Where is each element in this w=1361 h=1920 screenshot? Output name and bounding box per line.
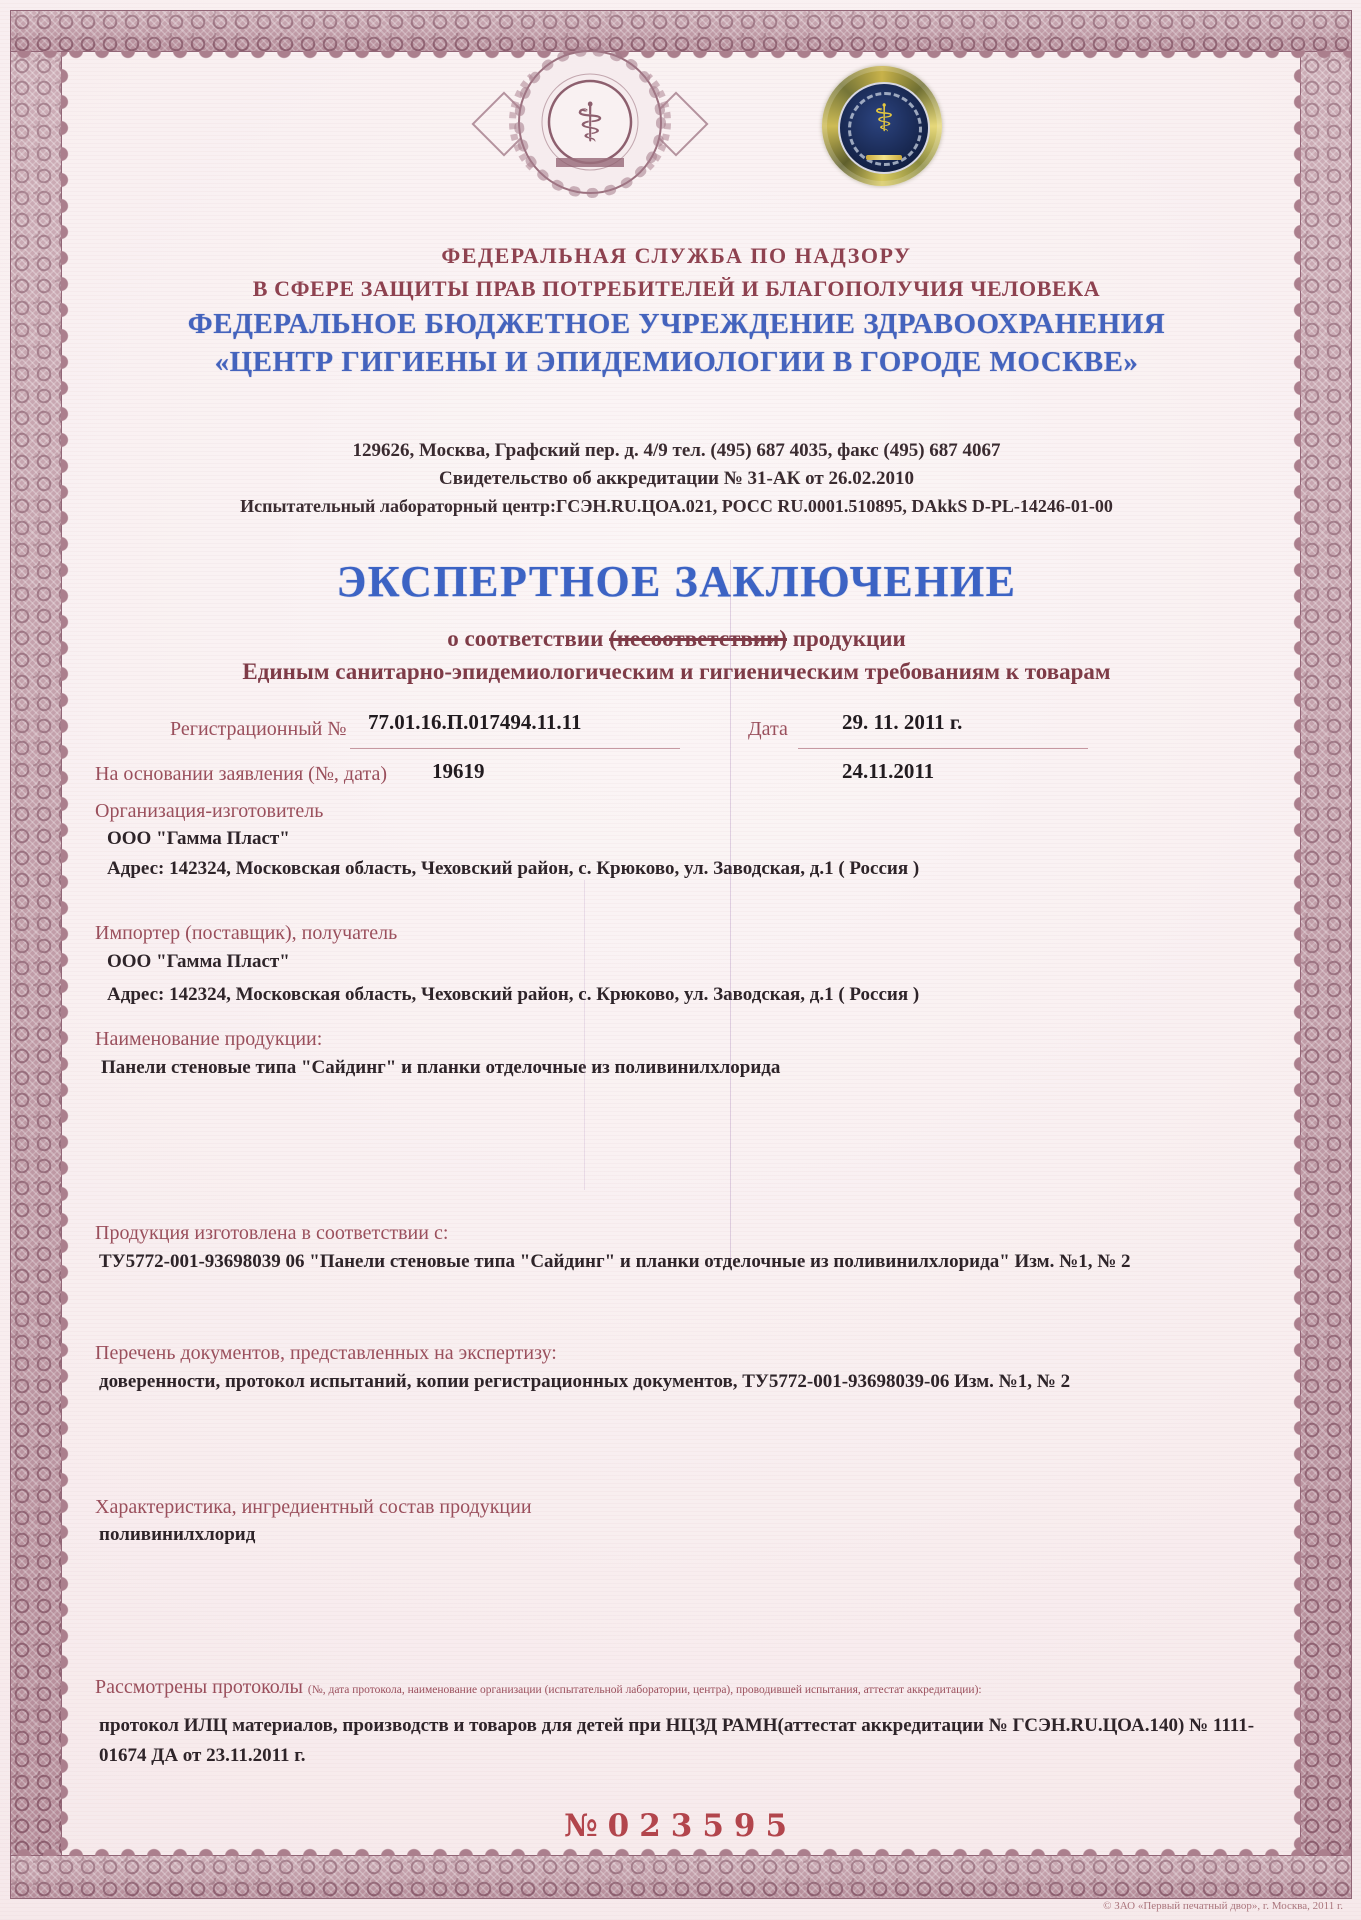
importer-label: Импортер (поставщик), получатель xyxy=(95,922,398,944)
registration-number-value: 77.01.16.П.017494.11.11 xyxy=(368,710,582,734)
registration-number-label: Регистрационный № xyxy=(170,718,347,740)
manufacturer-name: ООО "Гамма Пласт" xyxy=(107,828,290,849)
characteristics-value: поливинилхлорид xyxy=(99,1524,256,1545)
protocols-label: Рассмотрены протоколы xyxy=(95,1676,308,1698)
subtitle-struck-text: (несоответствии) xyxy=(609,626,787,651)
manufacturer-label: Организация-изготовитель xyxy=(95,800,324,822)
subtitle-post: продукции xyxy=(786,626,906,651)
product-name-label: Наименование продукции: xyxy=(95,1028,323,1050)
accreditation-certificate: Свидетельство об аккредитации № 31-АК от 26.02.2010 xyxy=(439,468,914,489)
serial-number: №023595 xyxy=(563,1808,798,1844)
hygieia-seal-icon xyxy=(468,46,712,198)
documents-list-label: Перечень документов, представленных на экспертизу: xyxy=(95,1342,557,1364)
hologram-seal-banner xyxy=(866,155,902,160)
caduceus-icon: ⚕ xyxy=(873,98,895,140)
manufacturer-address: Адрес: 142324, Московская область, Чеховский район, с. Крюково, ул. Заводская, д.1 ( Россия ) xyxy=(107,858,920,879)
protocols-value: протокол ИЛЦ материалов, производств и товаров для детей при НЦЗД РАМН(аттестат аккредитации № ГСЭН.RU.ЦОА.140) № 1111-01674 ДА от 23.11.2011 г. xyxy=(99,1715,1255,1767)
guilloche-border-left xyxy=(10,10,62,1899)
fold-crease xyxy=(730,560,731,1260)
document-title: ЭКСПЕРТНОЕ ЗАКЛЮЧЕНИЕ xyxy=(336,557,1017,606)
product-name-value: Панели стеновые типа "Сайдинг" и планки отделочные из поливинилхлорида xyxy=(101,1057,781,1078)
federal-service-line2: В СФЕРЕ ЗАЩИТЫ ПРАВ ПОТРЕБИТЕЛЕЙ И БЛАГОПОЛУЧИЯ ЧЕЛОВЕКА xyxy=(252,276,1101,301)
date-label: Дата xyxy=(748,718,788,740)
conformity-label: Продукция изготовлена в соответствии с: xyxy=(95,1222,449,1244)
application-date: 24.11.2011 xyxy=(842,759,935,783)
testing-lab-center: Испытательный лабораторный центр:ГСЭН.RU.ЦОА.021, РОСС RU.0001.510895, DAkkS D-PL-14246-01-00 xyxy=(240,496,1113,516)
importer-name: ООО "Гамма Пласт" xyxy=(107,951,290,972)
characteristics-label: Характеристика, ингредиентный состав продукции xyxy=(95,1496,532,1518)
svg-text:⚕: ⚕ xyxy=(575,91,605,154)
importer-address: Адрес: 142324, Московская область, Чеховский район, с. Крюково, ул. Заводская, д.1 ( Россия ) xyxy=(107,984,920,1005)
application-number: 19619 xyxy=(432,759,485,783)
subtitle-pre: о соответствии xyxy=(447,626,610,651)
protocols-label-note: (№, дата протокола, наименование организации (испытательной лаборатории, центра), проводившей испытания, аттестат аккредитации): xyxy=(307,1684,982,1696)
guilloche-border-bottom xyxy=(10,1855,1352,1899)
hologram-seal-icon xyxy=(822,66,942,186)
institution-name-line2: «ЦЕНТР ГИГИЕНЫ И ЭПИДЕМИОЛОГИИ В ГОРОДЕ МОСКВЕ» xyxy=(214,346,1139,378)
application-label: На основании заявления (№, дата) xyxy=(95,763,387,785)
date-underline xyxy=(798,748,1088,749)
conformity-value: ТУ5772-001-93698039 06 "Панели стеновые типа "Сайдинг" и планки отделочные из поливинилхлорида" Изм. №1, № 2 xyxy=(99,1251,1131,1272)
institution-address: 129626, Москва, Графский пер. д. 4/9 тел. (495) 687 4035, факс (495) 687 4067 xyxy=(352,440,1001,461)
document-subtitle xyxy=(72,626,1281,652)
hologram-seal-center xyxy=(838,82,930,174)
documents-list-value: доверенности, протокол испытаний, копии регистрационных документов, ТУ5772-001-93698039-06 Изм. №1, № 2 xyxy=(99,1371,1071,1392)
registration-underline xyxy=(350,748,680,749)
federal-service-line1: ФЕДЕРАЛЬНАЯ СЛУЖБА ПО НАДЗОРУ xyxy=(441,243,912,268)
document-subtitle2: Единым санитарно-эпидемиологическим и гигиеническим требованиям к товарам xyxy=(242,659,1111,684)
guilloche-border-right xyxy=(1300,10,1352,1899)
print-house-copyright: © ЗАО «Первый печатный двор», г. Москва, 2011 г. xyxy=(1103,1900,1343,1912)
institution-name-line1: ФЕДЕРАЛЬНОЕ БЮДЖЕТНОЕ УЧРЕЖДЕНИЕ ЗДРАВООХРАНЕНИЯ xyxy=(187,308,1166,340)
protocols-label-line xyxy=(95,1676,1281,1699)
date-value: 29. 11. 2011 г. xyxy=(842,710,963,734)
fold-crease-2 xyxy=(584,880,585,1190)
